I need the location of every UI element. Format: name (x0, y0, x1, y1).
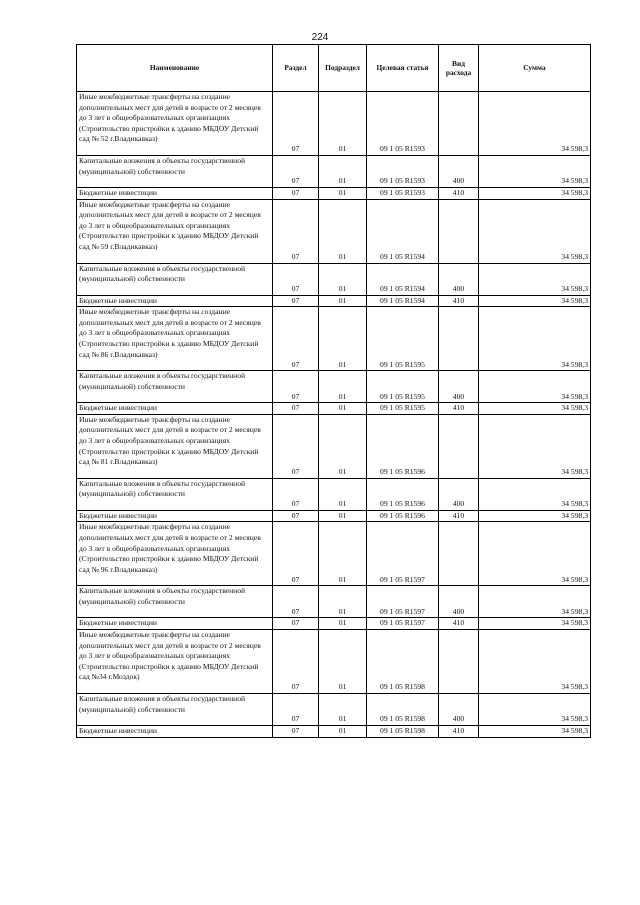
cell-section: 07 (273, 510, 319, 522)
cell-amount: 34 598,3 (479, 307, 591, 371)
cell-expense-type: 410 (439, 403, 479, 415)
cell-expense-type: 400 (439, 478, 479, 510)
table-row (77, 414, 591, 478)
budget-table (76, 44, 591, 738)
cell-section: 07 (273, 478, 319, 510)
cell-expense-type (439, 629, 479, 693)
cell-name: Капитальные вложения в объекты государственной (муниципальной) собственности (77, 263, 273, 295)
cell-section: 07 (273, 307, 319, 371)
cell-section: 07 (273, 414, 319, 478)
cell-subsection: 01 (319, 307, 367, 371)
cell-target: 09 1 05 R1595 (367, 371, 439, 403)
cell-subsection: 01 (319, 725, 367, 737)
cell-name: Бюджетные инвестиции (77, 188, 273, 200)
cell-name: Бюджетные инвестиции (77, 295, 273, 307)
cell-expense-type: 400 (439, 156, 479, 188)
cell-target: 09 1 05 R1597 (367, 522, 439, 586)
table-row (77, 618, 591, 630)
table-row (77, 92, 591, 156)
cell-target: 09 1 05 R1598 (367, 693, 439, 725)
cell-section: 07 (273, 92, 319, 156)
header-target: Целевая статья (367, 45, 439, 92)
cell-subsection: 01 (319, 693, 367, 725)
cell-target: 09 1 05 R1596 (367, 510, 439, 522)
cell-amount: 34 598,3 (479, 295, 591, 307)
cell-name: Бюджетные инвестиции (77, 618, 273, 630)
cell-subsection: 01 (319, 295, 367, 307)
cell-subsection: 01 (319, 478, 367, 510)
table-header-row (77, 45, 591, 92)
cell-amount: 34 598,3 (479, 618, 591, 630)
header-section: Раздел (273, 45, 319, 92)
cell-subsection: 01 (319, 629, 367, 693)
table-row (77, 156, 591, 188)
cell-amount: 34 598,3 (479, 403, 591, 415)
cell-expense-type: 410 (439, 188, 479, 200)
cell-target: 09 1 05 R1598 (367, 725, 439, 737)
cell-section: 07 (273, 295, 319, 307)
cell-amount: 34 598,3 (479, 414, 591, 478)
cell-name: Иные межбюджетные трансферты на создание дополнительных мест для детей в возрасте от 2 месяцев до 3 лет в общеобразовательных организациях (Строительство пристройки к зданию МБДОУ Детский сад № 52 г.Владикавказ) (77, 92, 273, 156)
cell-section: 07 (273, 263, 319, 295)
page-number: 224 (311, 32, 329, 43)
cell-target: 09 1 05 R1597 (367, 618, 439, 630)
table-row (77, 510, 591, 522)
cell-target: 09 1 05 R1593 (367, 92, 439, 156)
cell-name: Капитальные вложения в объекты государственной (муниципальной) собственности (77, 371, 273, 403)
header-name: Наименование (77, 45, 273, 92)
cell-name: Иные межбюджетные трансферты на создание дополнительных мест для детей в возрасте от 2 месяцев до 3 лет в общеобразовательных организациях (Строительство пристройки к зданию МБДОУ Детский сад №34 г.Моздок) (77, 629, 273, 693)
cell-section: 07 (273, 188, 319, 200)
cell-amount: 34 598,3 (479, 478, 591, 510)
cell-expense-type (439, 522, 479, 586)
table-row (77, 403, 591, 415)
cell-section: 07 (273, 199, 319, 263)
table-row (77, 295, 591, 307)
cell-target: 09 1 05 R1594 (367, 295, 439, 307)
cell-amount: 34 598,3 (479, 586, 591, 618)
cell-expense-type: 400 (439, 371, 479, 403)
cell-amount: 34 598,3 (479, 371, 591, 403)
table-row (77, 725, 591, 737)
cell-target: 09 1 05 R1595 (367, 403, 439, 415)
table-body (77, 92, 591, 738)
cell-section: 07 (273, 371, 319, 403)
table-row (77, 478, 591, 510)
cell-target: 09 1 05 R1595 (367, 307, 439, 371)
cell-amount: 34 598,3 (479, 522, 591, 586)
cell-name: Капитальные вложения в объекты государственной (муниципальной) собственности (77, 478, 273, 510)
cell-subsection: 01 (319, 414, 367, 478)
cell-name: Иные межбюджетные трансферты на создание дополнительных мест для детей в возрасте от 2 месяцев до 3 лет в общеобразовательных организациях (Строительство пристройки к зданию МБДОУ Детский сад № 81 г.Владикавказ) (77, 414, 273, 478)
cell-section: 07 (273, 693, 319, 725)
cell-section: 07 (273, 403, 319, 415)
table-row (77, 693, 591, 725)
cell-expense-type: 410 (439, 295, 479, 307)
cell-amount: 34 598,3 (479, 199, 591, 263)
cell-section: 07 (273, 522, 319, 586)
table-row (77, 586, 591, 618)
cell-subsection: 01 (319, 92, 367, 156)
table-row (77, 199, 591, 263)
table-row (77, 629, 591, 693)
cell-amount: 34 598,3 (479, 92, 591, 156)
cell-amount: 34 598,3 (479, 725, 591, 737)
table-row (77, 307, 591, 371)
cell-section: 07 (273, 725, 319, 737)
cell-section: 07 (273, 618, 319, 630)
cell-target: 09 1 05 R1597 (367, 586, 439, 618)
cell-expense-type (439, 414, 479, 478)
cell-name: Бюджетные инвестиции (77, 510, 273, 522)
cell-amount: 34 598,3 (479, 629, 591, 693)
cell-amount: 34 598,3 (479, 156, 591, 188)
cell-target: 09 1 05 R1593 (367, 188, 439, 200)
cell-name: Капитальные вложения в объекты государственной (муниципальной) собственности (77, 693, 273, 725)
cell-name: Иные межбюджетные трансферты на создание дополнительных мест для детей в возрасте от 2 месяцев до 3 лет в общеобразовательных организациях (Строительство пристройки к зданию МБДОУ Детский сад № 86 г.Владикавказ) (77, 307, 273, 371)
header-amount: Сумма (479, 45, 591, 92)
cell-section: 07 (273, 629, 319, 693)
cell-expense-type: 410 (439, 510, 479, 522)
table-row (77, 263, 591, 295)
cell-name: Бюджетные инвестиции (77, 725, 273, 737)
cell-expense-type (439, 92, 479, 156)
cell-name: Иные межбюджетные трансферты на создание дополнительных мест для детей в возрасте от 2 месяцев до 3 лет в общеобразовательных организациях (Строительство пристройки к зданию МБДОУ Детский сад № 96 г.Владикавказ) (77, 522, 273, 586)
cell-amount: 34 598,3 (479, 510, 591, 522)
cell-name: Капитальные вложения в объекты государственной (муниципальной) собственности (77, 586, 273, 618)
cell-amount: 34 598,3 (479, 693, 591, 725)
cell-expense-type: 400 (439, 263, 479, 295)
cell-name: Капитальные вложения в объекты государственной (муниципальной) собственности (77, 156, 273, 188)
cell-target: 09 1 05 R1598 (367, 629, 439, 693)
cell-subsection: 01 (319, 188, 367, 200)
cell-section: 07 (273, 156, 319, 188)
table-row (77, 371, 591, 403)
cell-subsection: 01 (319, 522, 367, 586)
cell-expense-type (439, 199, 479, 263)
cell-target: 09 1 05 R1594 (367, 199, 439, 263)
cell-expense-type: 410 (439, 725, 479, 737)
table-row (77, 522, 591, 586)
cell-target: 09 1 05 R1594 (367, 263, 439, 295)
cell-target: 09 1 05 R1596 (367, 478, 439, 510)
cell-name: Бюджетные инвестиции (77, 403, 273, 415)
cell-expense-type (439, 307, 479, 371)
cell-subsection: 01 (319, 618, 367, 630)
cell-subsection: 01 (319, 199, 367, 263)
cell-target: 09 1 05 R1596 (367, 414, 439, 478)
cell-subsection: 01 (319, 510, 367, 522)
cell-subsection: 01 (319, 156, 367, 188)
cell-expense-type: 410 (439, 618, 479, 630)
cell-subsection: 01 (319, 403, 367, 415)
cell-expense-type: 400 (439, 586, 479, 618)
cell-subsection: 01 (319, 586, 367, 618)
cell-subsection: 01 (319, 371, 367, 403)
table-row (77, 188, 591, 200)
cell-subsection: 01 (319, 263, 367, 295)
cell-amount: 34 598,3 (479, 188, 591, 200)
cell-amount: 34 598,3 (479, 263, 591, 295)
cell-expense-type: 400 (439, 693, 479, 725)
header-subsection: Подраздел (319, 45, 367, 92)
cell-section: 07 (273, 586, 319, 618)
cell-target: 09 1 05 R1593 (367, 156, 439, 188)
cell-name: Иные межбюджетные трансферты на создание дополнительных мест для детей в возрасте от 2 месяцев до 3 лет в общеобразовательных организациях (Строительство пристройки к зданию МБДОУ Детский сад № 59 г.Владикавказ) (77, 199, 273, 263)
header-expense-type: Вид расхода (439, 45, 479, 92)
